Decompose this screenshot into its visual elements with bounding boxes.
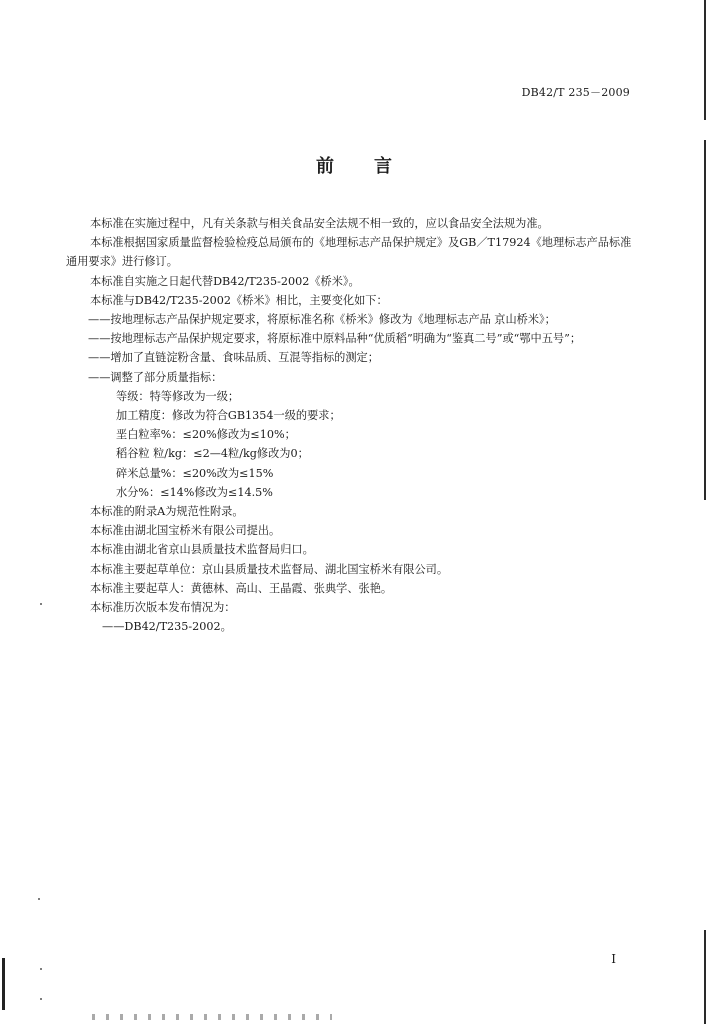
change-item: ——按地理标志产品保护规定要求，将原标准中原料品种“优质稻”明确为“鉴真二号”或“鄂中五号”； bbox=[88, 332, 582, 346]
title-char-1: 前 bbox=[316, 156, 334, 177]
paragraph: 本标准主要起草单位：京山县质量技术监督局、湖北国宝桥米有限公司。 bbox=[90, 562, 449, 576]
title-char-2: 言 bbox=[374, 156, 392, 177]
quality-index-item: 水分%：≤14%修改为≤14.5% bbox=[116, 485, 273, 499]
change-item: ——增加了直链淀粉含量、食味品质、互混等指标的测定； bbox=[88, 351, 379, 365]
scan-edge-line bbox=[704, 140, 706, 500]
paragraph: 本标准与DB42/T235-2002《桥米》相比，主要变化如下： bbox=[90, 293, 388, 307]
foreword-body bbox=[66, 214, 636, 636]
paragraph: 本标准由湖北国宝桥米有限公司提出。 bbox=[90, 524, 281, 538]
quality-index-item: 垩白粒率%：≤20%修改为≤10%； bbox=[116, 428, 296, 442]
paragraph: 本标准根据国家质量监督检验检疫总局颁布的《地理标志产品保护规定》及GB／T17924《地理标志产品标准通用要求》进行修订。 bbox=[66, 236, 632, 269]
page-title bbox=[0, 152, 708, 178]
scan-speck bbox=[40, 998, 42, 1000]
paragraph: 本标准历次版本发布情况为： bbox=[90, 601, 236, 615]
change-item: ——调整了部分质量指标： bbox=[88, 370, 223, 384]
paragraph: 本标准自实施之日起代替DB42/T235-2002《桥米》。 bbox=[90, 274, 360, 288]
paragraph: 本标准主要起草人：黄德林、高山、王晶霞、张典学、张艳。 bbox=[90, 581, 393, 595]
scan-speck bbox=[38, 898, 40, 900]
quality-index-item: 等级：特等修改为一级； bbox=[116, 389, 240, 403]
history-item: ——DB42/T235-2002。 bbox=[102, 620, 232, 634]
scan-edge-line bbox=[704, 930, 706, 1024]
quality-index-item: 稻谷粒 粒/kg：≤2—4粒/kg修改为0； bbox=[116, 447, 309, 461]
standard-code: DB42/T 235－2009 bbox=[521, 86, 630, 99]
quality-index-item: 加工精度：修改为符合GB1354一级的要求； bbox=[116, 409, 341, 423]
change-item: ——按地理标志产品保护规定要求，将原标准名称《桥米》修改为《地理标志产品 京山桥米》； bbox=[88, 313, 556, 327]
scan-speck bbox=[40, 968, 42, 970]
paragraph: 本标准由湖北省京山县质量技术监督局归口。 bbox=[90, 543, 314, 557]
scan-edge-line bbox=[704, 0, 706, 120]
scan-speck bbox=[40, 603, 42, 605]
scan-noise bbox=[92, 1014, 332, 1020]
paragraph: 本标准的附录A为规范性附录。 bbox=[90, 505, 244, 519]
scan-edge-line bbox=[2, 958, 5, 1010]
page-number: I bbox=[611, 952, 616, 966]
quality-index-item: 碎米总量%：≤20%改为≤15% bbox=[116, 466, 274, 480]
paragraph: 本标准在实施过程中，凡有关条款与相关食品安全法规不相一致的，应以食品安全法规为准。 bbox=[90, 217, 549, 230]
